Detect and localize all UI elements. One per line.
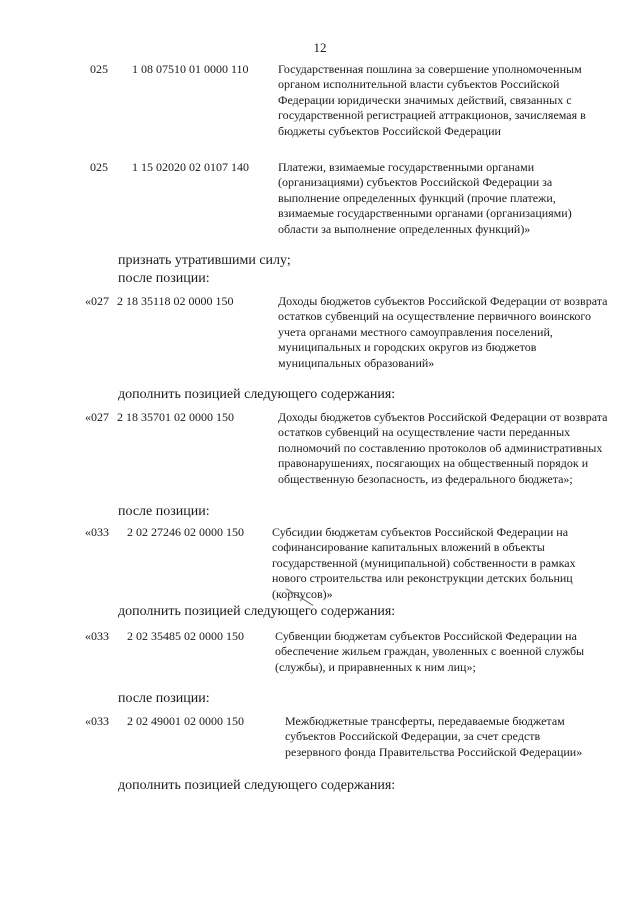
income-description: Платежи, взимаемые государственными органами (организациями) субъектов Российской Федерации за выполнение определенных функций (прочие платежи, взимаемые государственными органами (организациями) области за выполнение определенных функций)» bbox=[278, 160, 572, 236]
instruction-add-position: дополнить позицией следующего содержания: bbox=[118, 604, 396, 619]
budget-classification-code: 2 02 35485 02 0000 150 bbox=[127, 629, 244, 643]
budget-classification-code: 1 08 07510 01 0000 110 bbox=[132, 62, 249, 76]
admin-code: «027 bbox=[85, 294, 109, 308]
income-description: Доходы бюджетов субъектов Российской Федерации от возврата остатков субвенций на осуществление первичного воинского учета органами местного самоуправления поселений, муниципальных и городских округов из бюджетов муниципальных образований» bbox=[278, 294, 608, 370]
instruction-recognize-invalid: признать утратившими силу; bbox=[118, 253, 291, 268]
instruction-after-position: после позиции: bbox=[118, 271, 210, 286]
budget-classification-code: 1 15 02020 02 0107 140 bbox=[132, 160, 249, 174]
instruction-add-position: дополнить позицией следующего содержания: bbox=[118, 778, 396, 793]
admin-code: 025 bbox=[90, 62, 108, 76]
admin-code: 025 bbox=[90, 160, 108, 174]
instruction-after-position: после позиции: bbox=[118, 504, 210, 519]
admin-code: «033 bbox=[85, 629, 109, 643]
admin-code: «033 bbox=[85, 714, 109, 728]
admin-code: «033 bbox=[85, 525, 109, 539]
page-number: 12 bbox=[313, 40, 327, 55]
income-description: Межбюджетные трансферты, передаваемые бюджетам субъектов Российской Федерации, за счет средств резервного фонда Правительства Российской Федерации» bbox=[285, 714, 583, 759]
income-description: Доходы бюджетов субъектов Российской Федерации от возврата остатков субвенций на осуществление части переданных полномочий по составлению протоколов об административных правонарушениях, посягающих на общественный порядок и общественную безопасность, из федерального бюджета»; bbox=[278, 410, 608, 486]
instruction-after-position: после позиции: bbox=[118, 691, 210, 706]
budget-classification-code: 2 02 27246 02 0000 150 bbox=[127, 525, 244, 539]
budget-classification-code: 2 18 35701 02 0000 150 bbox=[117, 410, 234, 424]
income-description: Субсидии бюджетам субъектов Российской Федерации на софинансирование капитальных вложений в объекты государственной (муниципальной) собственности в рамках нового строительства или реконструкции детских больниц (корпусов)» bbox=[272, 525, 576, 601]
income-description: Субвенции бюджетам субъектов Российской Федерации на обеспечение жильем граждан, уволенных с военной службы (службы), и приравненных к ним лиц»; bbox=[275, 629, 585, 674]
income-description: Государственная пошлина за совершение уполномоченным органом исполнительной власти субъектов Российской Федерации юридически значимых действий, связанных с государственной регистрацией аттракционов, зачисляемая в бюджеты субъектов Российской Федерации bbox=[278, 62, 586, 138]
instruction-add-position: дополнить позицией следующего содержания: bbox=[118, 387, 396, 402]
admin-code: «027 bbox=[85, 410, 109, 424]
budget-classification-code: 2 18 35118 02 0000 150 bbox=[117, 294, 234, 308]
budget-classification-code: 2 02 49001 02 0000 150 bbox=[127, 714, 244, 728]
